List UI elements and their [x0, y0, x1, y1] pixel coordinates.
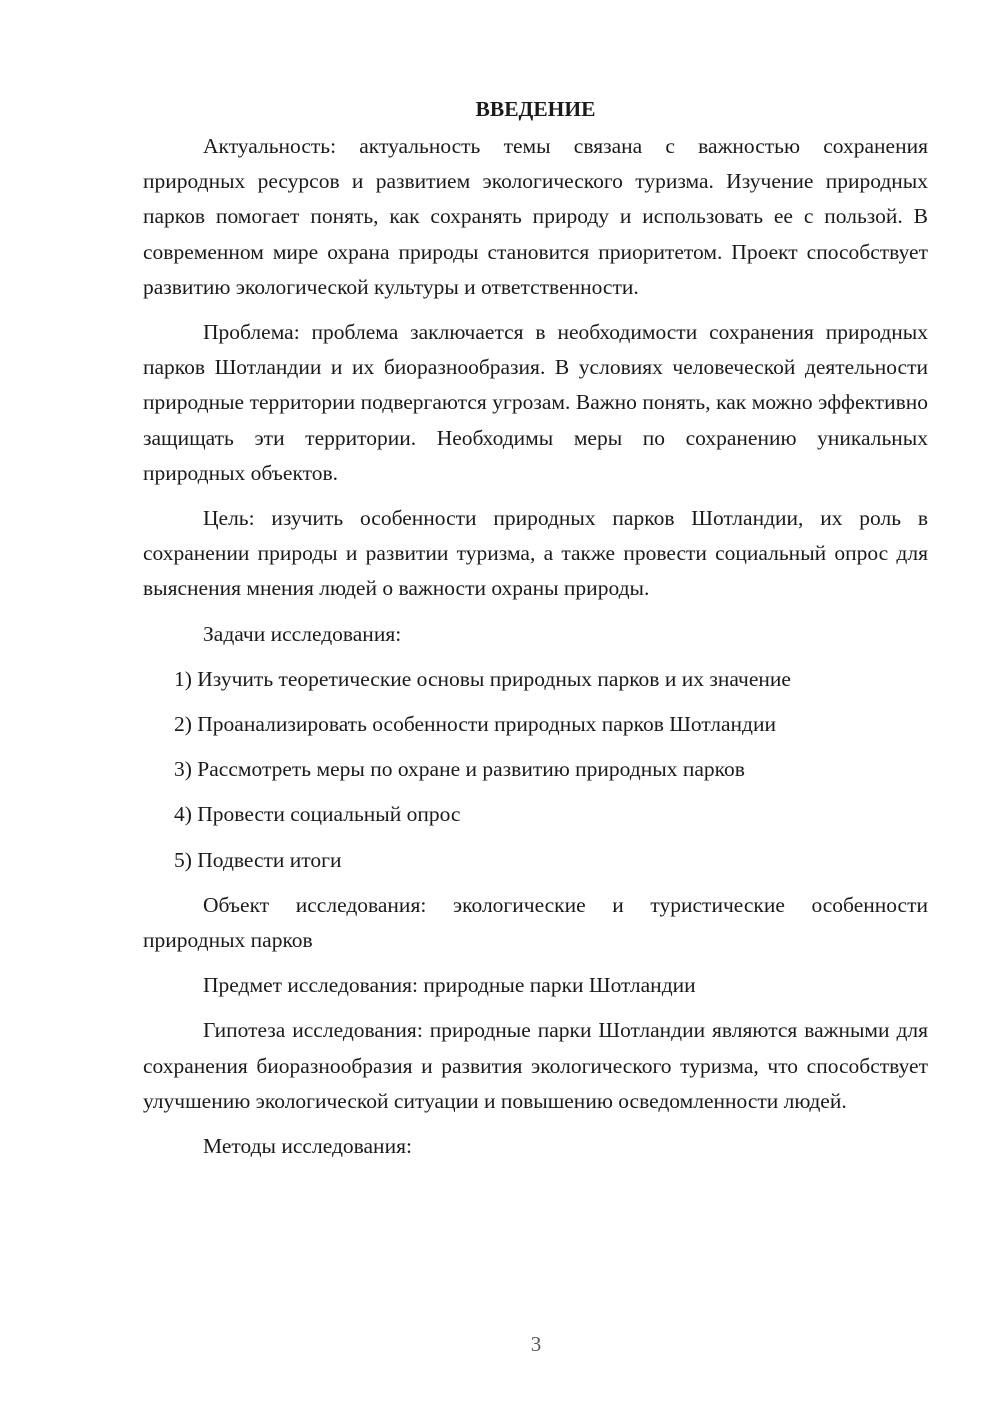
object-paragraph: Объект исследования: экологические и туристические особенности природных парков	[143, 892, 928, 953]
list-item: 3) Рассмотреть меры по охране и развитию природных парков	[174, 757, 745, 782]
tasks-list	[143, 662, 928, 878]
list-item: 2) Проанализировать особенности природных парков Шотландии	[174, 712, 776, 737]
goal-paragraph: Цель: изучить особенности природных парков Шотландии, их роль в сохранении природы и развитии туризма, а также провести социальный опрос для выяснения мнения людей о важности охраны природы.	[143, 506, 928, 601]
page-number: 3	[530, 1332, 542, 1356]
problem-paragraph: Проблема: проблема заключается в необходимости сохранения природных парков Шотландии и их биоразнообразия. В условиях человеческой деятельности природные территории подвергаются угрозам. Важно понять, как можно эффективно защищать эти территории. Необходимы меры по сохранению уникальных природных объектов.	[143, 320, 928, 485]
hypothesis-paragraph: Гипотеза исследования: природные парки Шотландии являются важными для сохранения биоразнообразия и развития экологического туризма, что способствует улучшению экологической ситуации и повышению осведомленности людей.	[143, 1018, 928, 1113]
section-title: ВВЕДЕНИЕ	[475, 97, 596, 121]
list-item: 1) Изучить теоретические основы природных парков и их значение	[174, 666, 791, 691]
subject-paragraph: Предмет исследования: природные парки Шотландии	[203, 973, 696, 998]
relevance-paragraph: Актуальность: актуальность темы связана с важностью сохранения природных ресурсов и развитием экологического туризма. Изучение природных парков помогает понять, как сохранять природу и использовать ее с пользой. В современном мире охрана природы становится приоритетом. Проект способствует развитию экологической культуры и ответственности.	[143, 134, 928, 299]
list-item: 5) Подвести итоги	[174, 847, 342, 872]
tasks-heading: Задачи исследования:	[203, 621, 402, 646]
methods-heading: Методы исследования:	[203, 1134, 412, 1159]
list-item: 4) Провести социальный опрос	[174, 802, 461, 827]
page-content	[143, 92, 928, 1174]
